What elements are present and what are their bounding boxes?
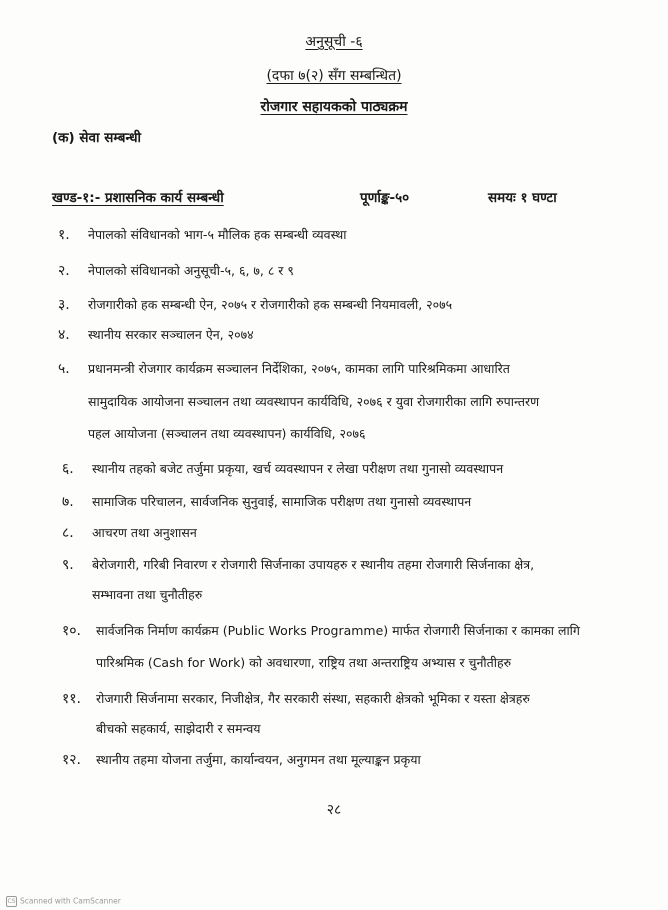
list-item-number: १. [58,227,70,243]
list-item-number: ३. [58,297,70,313]
list-item-number: १२. [62,752,82,768]
scanner-watermark: CS Scanned with CamScanner [7,896,121,906]
list-item-text: नेपालको संविधानको अनुसूची-५, ६, ७, ८ र ९ [88,263,294,278]
list-item-number: ६. [62,461,74,477]
list-item-text: रोजगारीको हक सम्बन्धी ऐन, २०७५ र रोजगारीको हक सम्बन्धी नियमावली, २०७५ [88,297,453,312]
list-item-text: स्थानीय सरकार सञ्चालन ऐन, २०७४ [88,327,254,342]
list-item-number: ५. [58,361,70,377]
list-item-text: स्थानीय तहको बजेट तर्जुमा प्रकृया, खर्च व्यवस्थापन र लेखा परीक्षण तथा गुनासो व्यवस्थापन [92,461,504,476]
list-item-text: आचरण तथा अनुशासन [92,525,197,540]
list-item-text: नेपालको संविधानको भाग-५ मौलिक हक सम्बन्धी व्यवस्था [88,227,347,242]
reference-heading: (दफा ७(२) सँग सम्बन्धित) [266,68,402,84]
schedule-heading: अनुसूची -६ [305,34,363,50]
list-item-text: बीचको सहकार्य, साझेदारी र समन्वय [96,721,261,736]
exam-time: समयः १ घण्टा [488,190,557,206]
list-item-number: १०. [62,623,82,639]
syllabus-title: रोजगार सहायकको पाठ्यक्रम [260,99,408,115]
list-item-number: ९. [62,557,74,573]
part-title: खण्ड-१:- प्रशासनिक कार्य सम्बन्धी [52,190,224,206]
list-item-text: सार्वजनिक निर्माण कार्यक्रम (Public Works Programme) मार्फत रोजगारी सिर्जनाका र कामका लागि [96,623,580,638]
list-item-text: रोजगारी सिर्जनामा सरकार, निजीक्षेत्र, गैर सरकारी संस्था, सहकारी क्षेत्रको भूमिका र यस्ता क्षेत्रहरु [96,691,530,706]
list-item-text: पारिश्रमिक (Cash for Work) को अवधारणा, राष्ट्रिय तथा अन्तराष्ट्रिय अभ्यास र चुनौतीहरु [96,655,512,670]
list-item-number: ८. [62,525,74,541]
list-item-text: सामाजिक परिचालन, सार्वजनिक सुनुवाई, सामाजिक परीक्षण तथा गुनासो व्यवस्थापन [92,494,472,509]
list-item-number: ७. [62,494,74,510]
list-item-text: पहल आयोजना (सञ्चालन तथा व्यवस्थापन) कार्यविधि, २०७६ [88,426,366,441]
page-number: २८ [326,802,342,818]
section-heading: (क) सेवा सम्बन्धी [52,130,141,146]
full-marks: पूर्णाङ्क-५० [360,190,410,206]
list-item-number: ४. [58,327,70,343]
list-item-text: प्रधानमन्त्री रोजगार कार्यक्रम सञ्चालन निर्देशिका, २०७५, कामका लागि पारिश्रमिकमा आधारित [88,361,510,376]
camscanner-icon: CS [7,898,16,905]
list-item-text: सम्भावना तथा चुनौतीहरु [92,587,203,602]
list-item-text: सामुदायिक आयोजना सञ्चालन तथा व्यवस्थापन कार्यविधि, २०७६ र युवा रोजगारीका लागि रुपान्तरण [88,394,540,409]
list-item-number: ११. [62,691,82,707]
list-item-number: २. [58,263,70,279]
list-item-text: बेरोजगारी, गरिबी निवारण र रोजगारी सिर्जनाका उपायहरु र स्थानीय तहमा रोजगारी सिर्जनाका क्षेत्र, [92,557,535,572]
list-item-text: स्थानीय तहमा योजना तर्जुमा, कार्यान्वयन, अनुगमन तथा मूल्याङ्कन प्रकृया [96,752,421,767]
